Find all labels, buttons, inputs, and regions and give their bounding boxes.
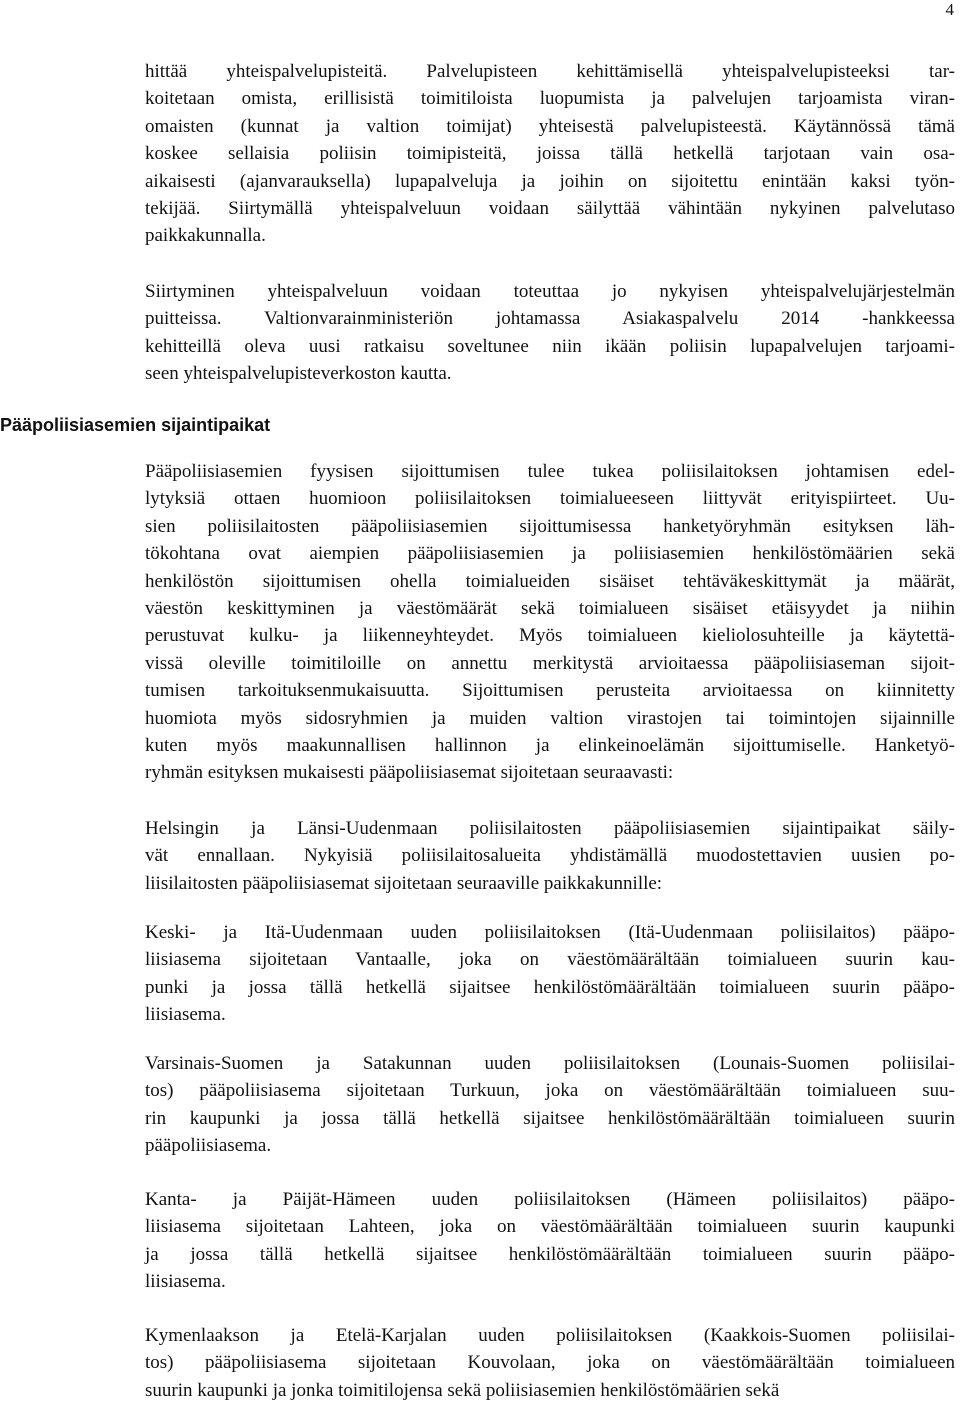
paragraph-text (145, 1322, 955, 1404)
paragraph-4 (145, 815, 955, 897)
text-line: omaisten (kunnat ja valtion toimijat) yhteisestä palvelupisteestä. Käytännössä tämä (145, 115, 955, 137)
text-line: liisiasema. (145, 1271, 226, 1293)
paragraph-1 (145, 58, 955, 250)
text-line: sien poliisilaitosten pääpoliisiasemien sijoittumisessa hanketyöryhmän esityksen läh- (145, 515, 955, 537)
text-line: ryhmän esityksen mukaisesti pääpoliisiasemat sijoitetaan seuraavasti: (145, 762, 674, 784)
text-line: paikkakunnalla. (145, 225, 266, 247)
section-heading: Pääpoliisiasemien sijaintipaikat (0, 415, 271, 435)
text-line: Varsinais-Suomen ja Satakunnan uuden poliisilaitoksen (Lounais-Suomen poliisilai- (145, 1053, 955, 1074)
text-line: Helsingin ja Länsi-Uudenmaan poliisilaitosten pääpoliisiasemien sijaintipaikat säily- (145, 818, 955, 839)
text-line: pääpoliisiasema. (145, 1135, 272, 1157)
text-line: Kymenlaakson ja Etelä-Karjalan uuden poliisilaitoksen (Kaakkois-Suomen poliisilai- (145, 1325, 955, 1346)
paragraph-text (145, 58, 955, 250)
text-line: suurin kaupunki ja jonka toimitilojensa sekä poliisiasemien henkilöstömäärien sekä (145, 1379, 780, 1401)
text-line: Pääpoliisiasemien fyysisen sijoittumisen tulee tukea poliisilaitoksen johtamisen edel- (145, 461, 955, 482)
paragraph-8 (145, 1322, 955, 1404)
text-line: huomiota myös sidosryhmien ja muiden valtion virastojen tai toimintojen sijainnille (145, 707, 955, 729)
paragraph-6 (145, 1050, 955, 1160)
text-line: tökohtana ovat aiempien pääpoliisiasemien ja poliisiasemien henkilöstömäärien sekä (145, 543, 955, 565)
text-line: seen yhteispalvelupisteverkoston kautta. (145, 363, 452, 385)
text-line: lytyksiä ottaen huomioon poliisilaitoksen toimialueeseen liittyvät erityispiirteet. Uu- (145, 488, 955, 510)
paragraph-3 (145, 458, 955, 787)
text-line: tos) pääpoliisiasema sijoitetaan Kouvolaan, joka on väestömäärältään toimialueen (145, 1352, 955, 1374)
text-line: tekijää. Siirtymällä yhteispalveluun voidaan säilyttää vähintään nykyinen palvelutaso (145, 198, 955, 220)
text-line: vissä oleville toimitiloille on annettu merkitystä arvioitaessa pääpoliisiaseman sijoit- (145, 652, 955, 674)
text-line: kuten myös maakunnallisen hallinnon ja elinkeinoelämän sijoittumiselle. Hanketyö- (145, 735, 955, 757)
paragraph-2 (145, 278, 955, 388)
text-line: henkilöstön sijoittumisen ohella toimialueiden sisäiset tehtäväkeskittymät ja määrät, (145, 570, 955, 592)
text-line: punki ja jossa tällä hetkellä sijaitsee henkilöstömäärältään toimialueen suurin pääpo- (145, 976, 955, 998)
text-line: puitteissa. Valtionvarainministeriön johtamassa Asiakaspalvelu 2014 -hankkeessa (145, 308, 955, 330)
text-line: Siirtyminen yhteispalveluun voidaan toteuttaa jo nykyisen yhteispalvelujärjestelmän (145, 281, 955, 302)
text-line: koskee sellaisia poliisin toimipisteitä, joissa tällä hetkellä tarjotaan vain osa- (145, 143, 955, 165)
text-line: Keski- ja Itä-Uudenmaan uuden poliisilaitoksen (Itä-Uudenmaan poliisilaitos) pääpo- (145, 922, 955, 943)
paragraph-text (145, 278, 955, 388)
text-line: tumisen tarkoituksenmukaisuutta. Sijoittumisen perusteita arvioitaessa on kiinnitetty (145, 680, 955, 702)
text-line: ja jossa tällä hetkellä sijaitsee henkilöstömäärältään toimialueen suurin pääpo- (145, 1243, 955, 1265)
text-line: liisilaitosten pääpoliisiasemat sijoitetaan seuraaville paikkakunnille: (145, 872, 663, 894)
text-line: rin kaupunki ja jossa tällä hetkellä sijaitsee henkilöstömäärältään toimialueen suurin (145, 1107, 955, 1129)
text-line: aikaisesti (ajanvarauksella) lupapalveluja ja joihin on sijoitettu enintään kaksi työn- (145, 170, 955, 192)
text-line: koitetaan omista, erillisistä toimitiloista luopumista ja palvelujen tarjoamista viran- (145, 88, 955, 110)
paragraph-7 (145, 1186, 955, 1296)
text-line: vät ennallaan. Nykyisiä poliisilaitosalueita yhdistämällä muodostettavien uusien po- (145, 845, 955, 867)
text-line: liisiasema sijoitetaan Vantaalle, joka on väestömäärältään toimialueen suurin kau- (145, 949, 955, 971)
text-line: hittää yhteispalvelupisteitä. Palvelupisteen kehittämisellä yhteispalvelupisteeksi tar- (145, 61, 955, 82)
paragraph-5 (145, 919, 955, 1029)
paragraph-text (145, 815, 955, 897)
text-line: perustuvat kulku- ja liikenneyhteydet. Myös toimialueen kieliolosuhteille ja käytettä- (145, 625, 955, 647)
text-line: Kanta- ja Päijät-Hämeen uuden poliisilaitoksen (Hämeen poliisilaitos) pääpo- (145, 1189, 955, 1210)
text-line: tos) pääpoliisiasema sijoitetaan Turkuun, joka on väestömäärältään toimialueen suu- (145, 1080, 955, 1102)
text-line: liisiasema sijoitetaan Lahteen, joka on väestömäärältään toimialueen suurin kaupunki (145, 1216, 955, 1238)
paragraph-text (145, 919, 955, 1029)
text-line: liisiasema. (145, 1004, 226, 1026)
text-line: väestön keskittyminen ja väestömäärät sekä toimialueen sisäiset etäisyydet ja niihin (145, 598, 955, 620)
page-number: 4 (945, 0, 954, 19)
paragraph-text (145, 1050, 955, 1160)
text-line: kehitteillä oleva uusi ratkaisu soveltunee niin ikään poliisin lupapalvelujen tarjoami- (145, 335, 955, 357)
paragraph-text (145, 458, 955, 787)
paragraph-text (145, 1186, 955, 1296)
